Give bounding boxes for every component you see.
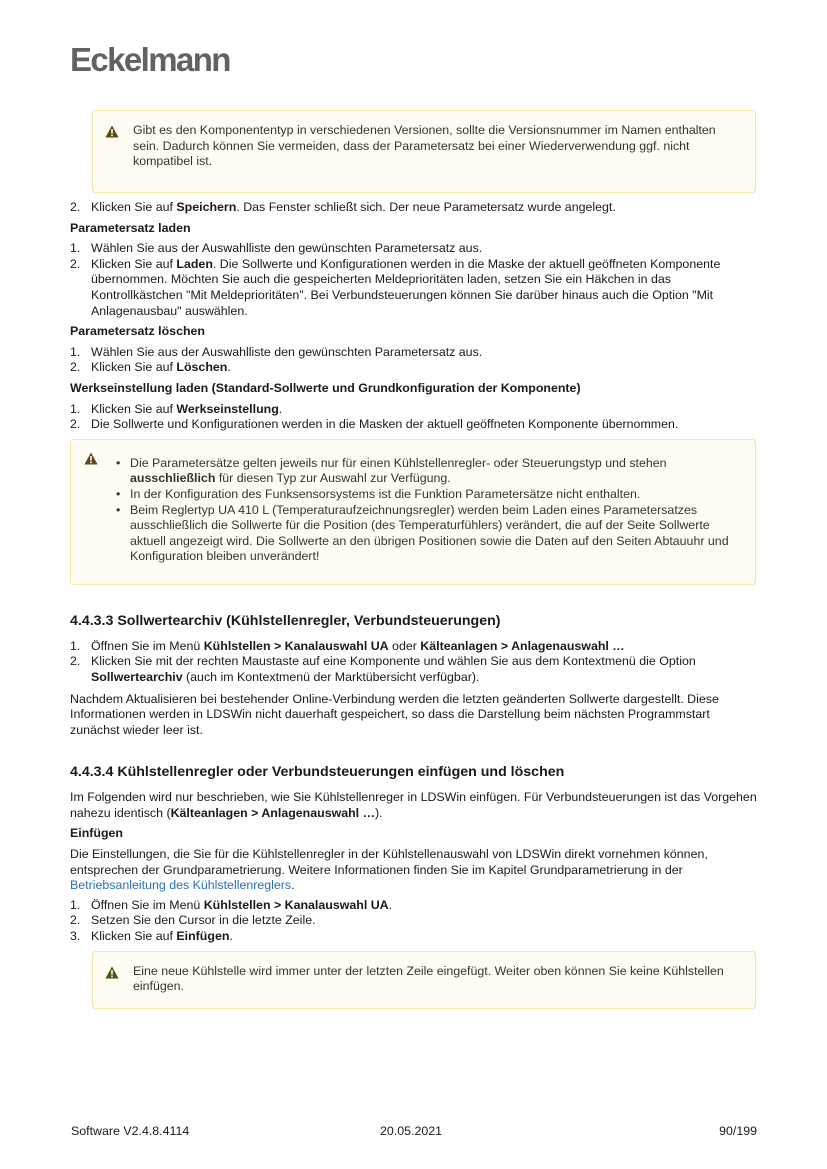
step-number: 3. — [70, 929, 81, 944]
list-item — [70, 654, 758, 685]
step-text: . — [227, 360, 231, 375]
save-steps — [70, 200, 758, 216]
bullet-item — [114, 487, 744, 503]
step-number: 2. — [70, 200, 81, 214]
menu-path-kaelteanlagen: Kälteanlagen > Anlagenauswahl … — [170, 805, 375, 820]
step-number: 2. — [70, 417, 81, 432]
step-number: 2. — [70, 654, 81, 669]
ui-term-laden: Laden — [176, 256, 213, 271]
step-text: Klicken Sie mit der rechten Maustaste auf eine Komponente und wählen Sie aus dem Kontextmenü die Option — [91, 654, 696, 669]
heading-parametersatz-loeschen: Parametersatz löschen — [70, 324, 205, 339]
ui-term-einfuegen: Einfügen — [176, 929, 230, 944]
section-title-4-4-3-3: 4.4.3.3 Sollwertearchiv (Kühlstellenregler, Verbundsteuerungen) — [70, 612, 501, 629]
step-number: 1. — [70, 401, 81, 416]
bullet-text: für diesen Typ zur Auswahl zur Verfügung. — [215, 471, 451, 486]
insert-intro — [70, 790, 758, 821]
warning-note-parametersaetze — [70, 439, 756, 585]
warning-icon — [105, 966, 119, 979]
step-text: Wählen Sie aus der Auswahlliste den gewünschten Parametersatz aus. — [91, 241, 483, 256]
step-text: Klicken Sie auf — [91, 200, 177, 214]
list-item — [70, 929, 758, 945]
step-text: . Das Fenster schließt sich. Der neue Parametersatz wurde angelegt. — [236, 200, 616, 214]
heading-einfuegen: Einfügen — [70, 826, 123, 841]
eckelmann-logo: Eckelmann — [70, 41, 230, 78]
insert-paragraph — [70, 847, 758, 894]
document-date: 20.05.2021 — [380, 1124, 443, 1138]
list-item — [70, 913, 758, 929]
step-text: Die Sollwerte und Konfigurationen werden in die Masken der aktuell geöffneten Komponente übernommen. — [91, 417, 679, 432]
warning-icon — [84, 452, 98, 465]
bullet-text: In der Konfiguration des Funksensorsystems ist die Funktion Parametersätze nicht enthalten. — [130, 486, 641, 501]
step-text: . — [229, 929, 233, 944]
warning-note-version — [92, 110, 756, 193]
step-number: 1. — [70, 344, 81, 359]
insert-steps — [70, 898, 758, 945]
ui-term-werkseinstellung: Werkseinstellung — [176, 401, 279, 416]
bullet-item — [114, 503, 744, 565]
page-number: 90/199 — [719, 1124, 757, 1138]
paragraph-text: ). — [374, 805, 383, 820]
list-item — [70, 639, 758, 655]
step-text: Klicken Sie auf — [91, 360, 177, 375]
archive-steps — [70, 639, 758, 686]
step-text: Klicken Sie auf — [91, 929, 177, 944]
step-text: . — [278, 401, 283, 416]
step-text: . — [388, 897, 393, 912]
warning-icon — [105, 125, 119, 138]
page-content — [70, 110, 758, 1009]
step-text: Klicken Sie auf — [91, 401, 177, 416]
software-version: Software V2.4.8.4114 — [71, 1124, 190, 1138]
list-item — [70, 345, 758, 361]
archive-paragraph: Nachdem Aktualisieren bei bestehender Online-Verbindung werden die letzten geänderten Sollwerte dargestellt. Diese Informationen werden in LDSWin nicht dauerhaft gespeichert, so dass die Darstellung beim nächsten Programmstart zunächst wieder leer ist. — [70, 691, 719, 737]
list-item — [70, 898, 758, 914]
menu-path-kaelteanlagen: Kälteanlagen > Anlagenauswahl … — [420, 638, 625, 653]
step-number: 1. — [70, 638, 81, 653]
bullet-text: Beim Reglertyp UA 410 L (Temperaturaufzeichnungsregler) werden beim Laden eines Parametersatzes ausschließlich die Sollwerte für die Position (des Temperaturfühlers) verändert, die auf der Seite Sollwerte aktuell angezeigt wird. Die Sollwerte an den übrigen Positionen sowie die Daten auf den Seiten Abtauuhr und Konfiguration bleiben unverändert! — [130, 502, 729, 564]
warning-note-einfuegen — [92, 951, 756, 1009]
paragraph-text: Im Folgenden wird nur beschrieben, wie Sie Kühlstellenreger in LDSWin einfügen. Für Verbundsteuerungen ist das Vorgehen nahezu identisch ( — [70, 790, 757, 820]
step-number: 2. — [70, 360, 81, 375]
ui-term-loeschen: Löschen — [176, 360, 228, 375]
section-title-4-4-3-4: 4.4.3.4 Kühlstellenregler oder Verbundsteuerungen einfügen und löschen — [70, 764, 565, 781]
link-betriebsanleitung[interactable]: Betriebsanleitung des Kühlstellenreglers — [70, 878, 292, 893]
emphasis-ausschliesslich: ausschließlich — [130, 471, 216, 486]
step-number: 2. — [70, 256, 81, 271]
list-item — [70, 360, 758, 376]
step-number: 1. — [70, 241, 81, 256]
heading-parametersatz-laden: Parametersatz laden — [70, 220, 191, 235]
heading-werkseinstellung: Werkseinstellung laden (Standard-Sollwerte und Grundkonfiguration der Komponente) — [70, 380, 581, 395]
factory-steps — [70, 402, 758, 433]
menu-path-kuehlstellen: Kühlstellen > Kanalauswahl UA — [203, 638, 389, 653]
delete-steps — [70, 345, 758, 376]
step-text: oder — [388, 638, 421, 653]
step-text: Klicken Sie auf — [91, 256, 177, 271]
step-text: Setzen Sie den Cursor in die letzte Zeile. — [91, 913, 316, 928]
list-item — [70, 241, 758, 257]
step-text: . Die Sollwerte und Konfigurationen werden in die Maske der aktuell geöffneten Komponente übernommen. Möchten Sie auch die gespeicherten Meldeprioritäten laden, setzen Sie ein Häkchen in das Kontrollkästchen "Mit Meldeprioritäten". Bei Verbundsteuerungen können Sie darüber hinaus auch die Option "Mit Anlagenausbau" auswählen. — [91, 256, 721, 318]
step-text: Öffnen Sie im Menü — [91, 897, 204, 912]
note-text: Gibt es den Komponententyp in verschiedenen Versionen, sollte die Versionsnummer im Namen enthalten sein. Dadurch können Sie vermeiden, dass der Parametersatz bei einer Wiederverwendung ggf. nicht kompatibel ist. — [133, 123, 716, 169]
list-item — [70, 200, 758, 216]
list-item — [70, 402, 758, 418]
step-text: (auch im Kontextmenü der Marktübersicht verfügbar). — [182, 669, 480, 684]
step-number: 1. — [70, 897, 81, 912]
note-text: Eine neue Kühlstelle wird immer unter der letzten Zeile eingefügt. Weiter oben können Sie keine Kühlstellen einfügen. — [133, 963, 724, 994]
step-number: 2. — [70, 913, 81, 928]
step-text: Wählen Sie aus der Auswahlliste den gewünschten Parametersatz aus. — [91, 344, 483, 359]
step-text: Öffnen Sie im Menü — [91, 638, 204, 653]
ui-term-sollwertearchiv: Sollwertearchiv — [91, 669, 183, 684]
paragraph-text: Die Einstellungen, die Sie für die Kühlstellenregler in der Kühlstellenauswahl von LDSWin direkt vornehmen können, entsprechen der Grundparametrierung. Weitere Informationen finden Sie im Kapitel Grundparametrierung in der — [70, 847, 708, 877]
load-steps — [70, 241, 758, 319]
list-item — [70, 417, 758, 433]
menu-path-kuehlstellen: Kühlstellen > Kanalauswahl UA — [203, 897, 389, 912]
bullet-text: Die Parametersätze gelten jeweils nur für einen Kühlstellenregler- oder Steuerungstyp und stehen — [130, 455, 667, 470]
list-item — [70, 257, 758, 319]
paragraph-text: . — [291, 878, 295, 893]
note-bullets — [114, 456, 744, 565]
ui-term-speichern: Speichern — [176, 200, 237, 214]
bullet-item — [114, 456, 744, 487]
